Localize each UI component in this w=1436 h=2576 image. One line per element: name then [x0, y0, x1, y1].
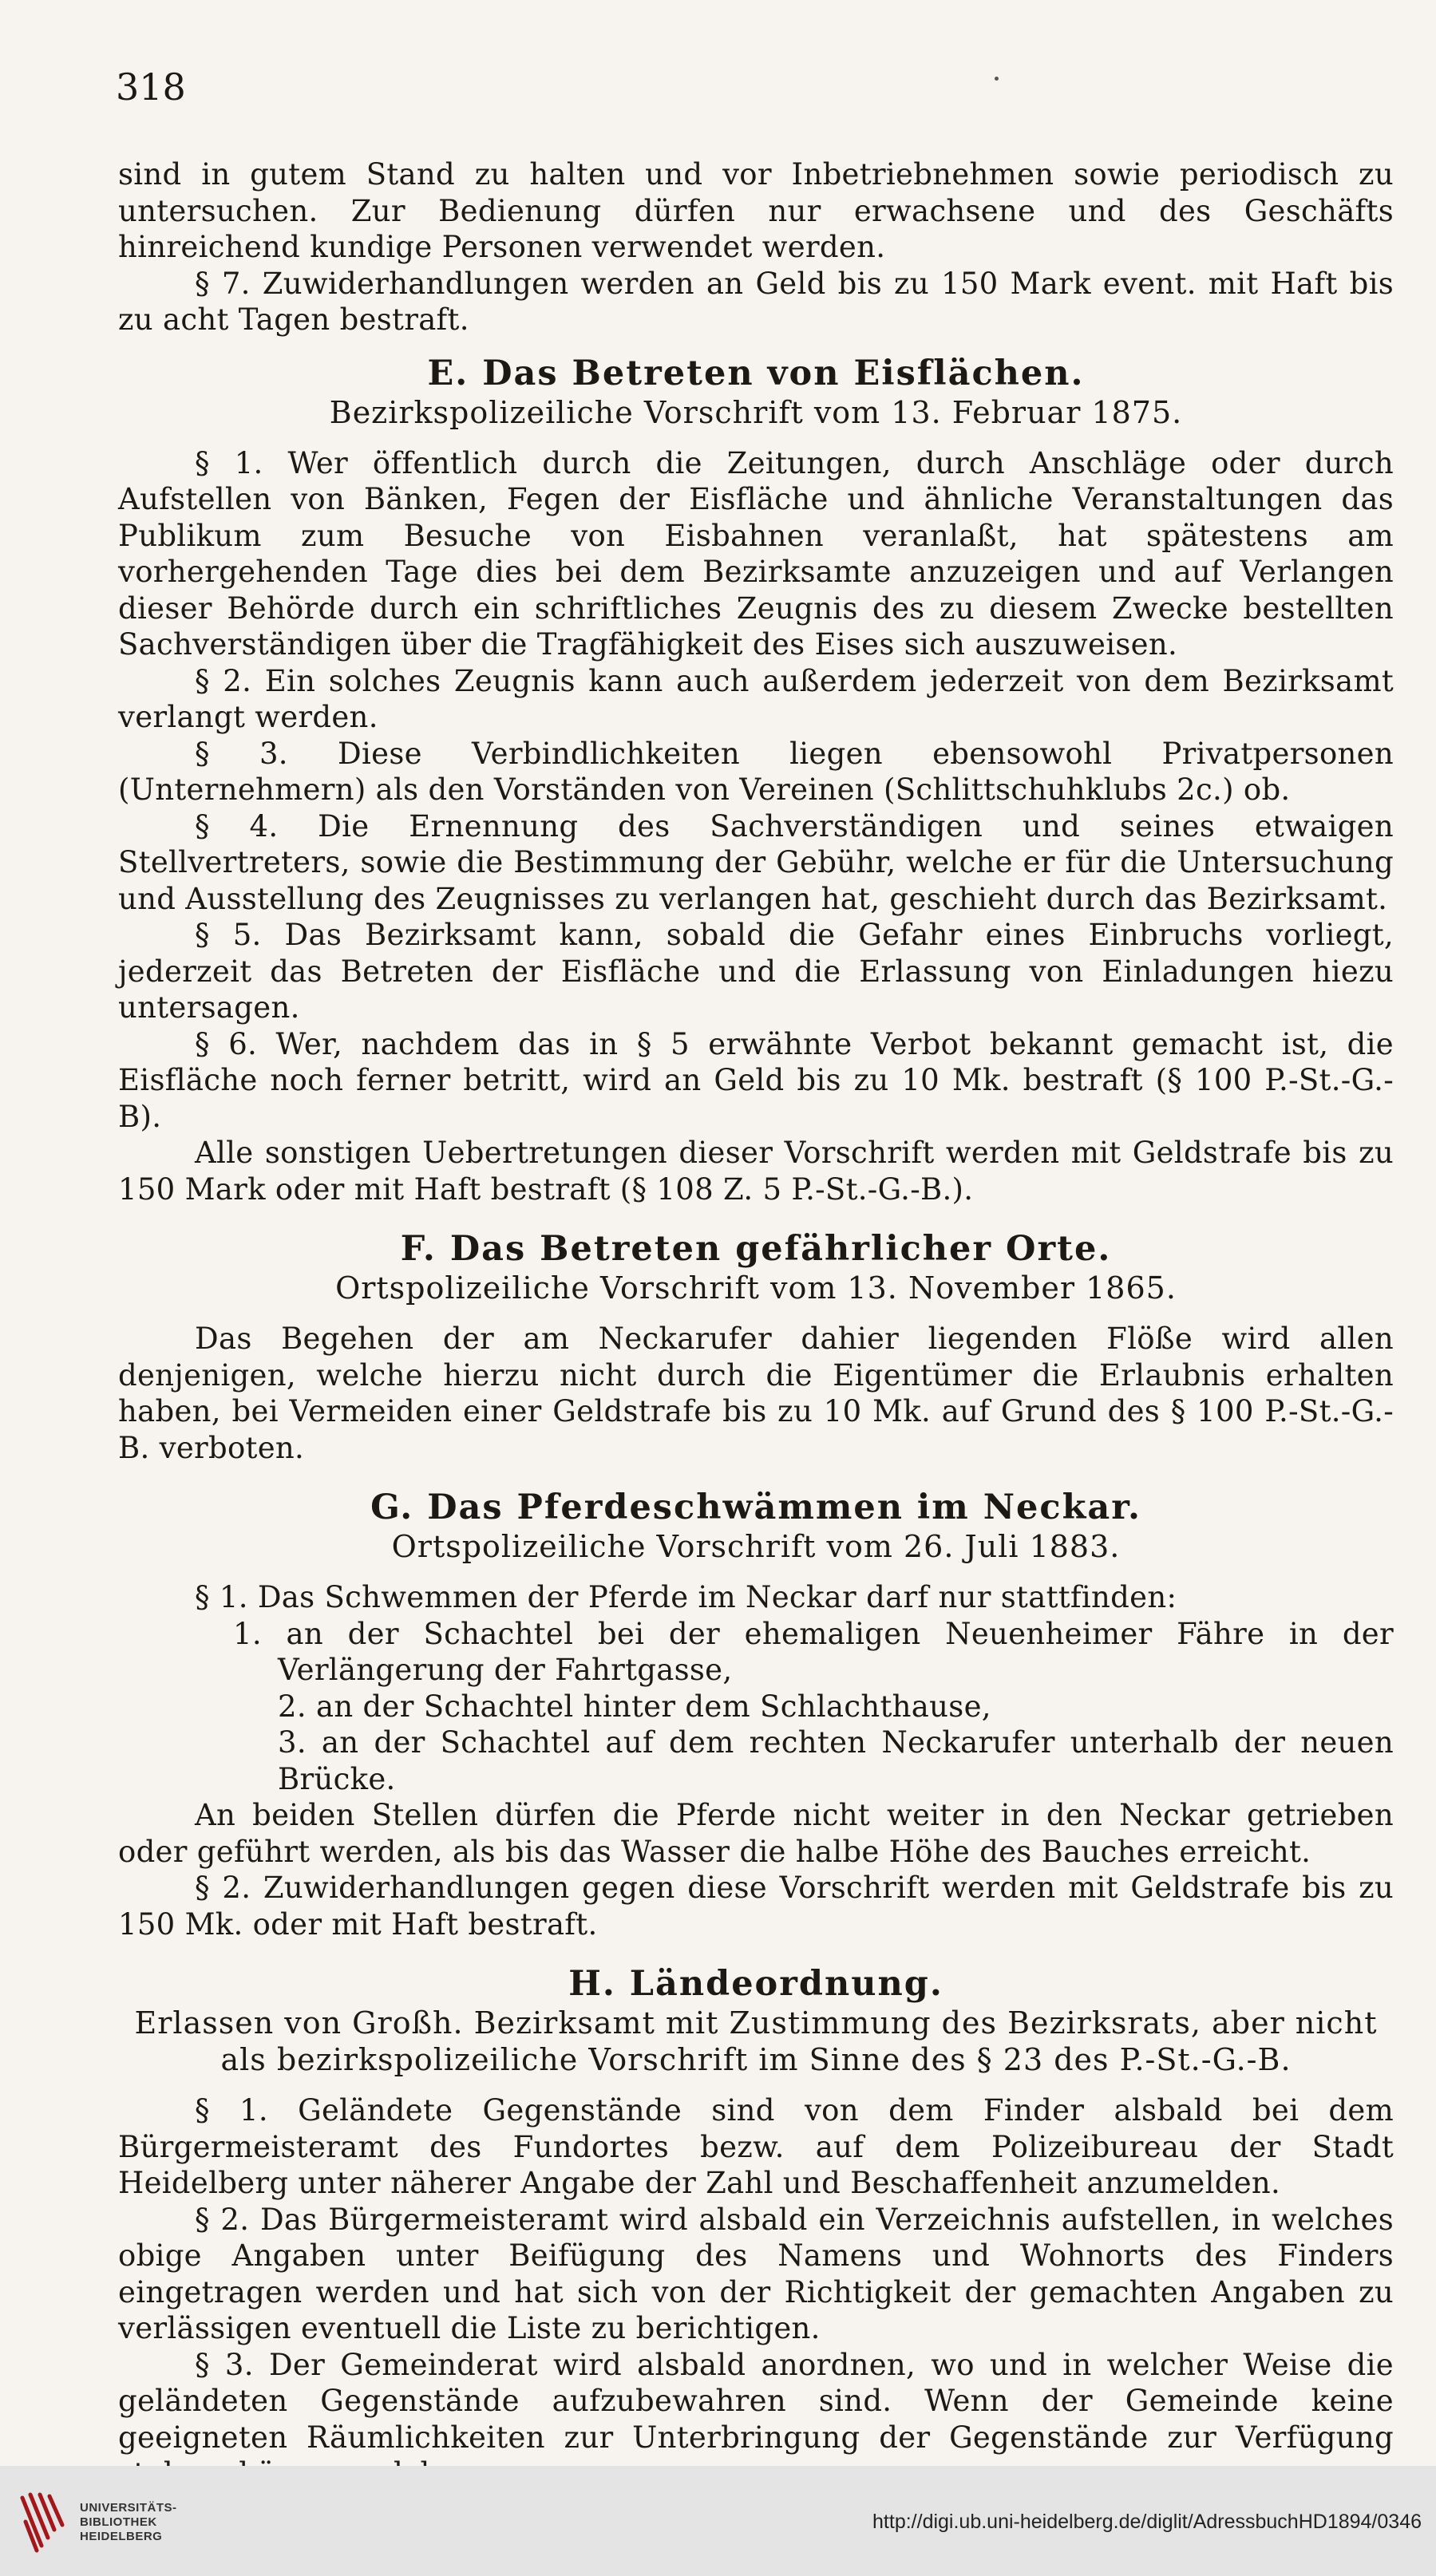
library-name-line-1: UNIVERSITÄTS- — [80, 2501, 177, 2515]
section-heading-g: G. Das Pferdeschwämmen im Neckar. — [370, 1488, 1141, 1527]
paragraph-h-1: § 1. Geländete Gegenstände sind von dem Finder alsbald bei dem Bürgermeisteramt des Fundortes bezw. auf dem Polizeibureau der Stadt Heidelberg unter näherer Angabe der Zahl und Beschaffenheit anzumelden. — [118, 2093, 1394, 2200]
paragraph-f-1: Das Begehen der am Neckarufer dahier liegenden Flöße wird allen denjenigen, welche hierzu nicht durch die Eigentümer die Erlaubnis erhalten haben, bei Vermeiden einer Geldstrafe bis zu 10 Mk. auf Grund des § 100 P.-St.-G.-B. verboten. — [118, 1322, 1394, 1465]
section-heading-e: E. Das Betreten von Eisflächen. — [427, 353, 1085, 393]
section-subtitle-f: Ortspolizeiliche Vorschrift vom 13. November 1865. — [335, 1270, 1177, 1306]
paragraph-section-7: § 7. Zuwiderhandlungen werden an Geld bis zu 150 Mark event. mit Haft bis zu acht Tagen bestraft. — [118, 266, 1394, 337]
library-name-line-2: BIBLIOTHEK — [80, 2515, 157, 2529]
paragraph-h-3: § 3. Der Gemeinderat wird alsbald anordnen, wo und in welcher Weise die geländeten Gegenstände aufzubewahren sind. Wenn der Gemeinde keine geeigneten Räumlichkeiten zur Unterbringung der Gegenstände zur Verfügung — [118, 2347, 1394, 2455]
page-body — [118, 156, 1394, 2492]
page-number: 318 — [116, 65, 186, 109]
library-name-line-3: HEIDELBERG — [80, 2530, 163, 2543]
section-subtitle-e: Bezirkspolizeiliche Vorschrift vom 13. Februar 1875. — [329, 394, 1183, 430]
paragraph-e-7: Alle sonstigen Uebertretungen dieser Vorschrift werden mit Geldstrafe bis zu 150 Mark oder mit Haft bestraft (§ 108 Z. 5 P.-St.-G.-B.). — [118, 1136, 1394, 1207]
digitization-footer — [0, 2466, 1436, 2576]
paragraph-e-6: § 6. Wer, nachdem das in § 5 erwähnte Verbot bekannt gemacht ist, die Eisfläche noch ferner betritt, wird an Geld bis zu 10 Mk. bestraft (§ 100 P.-St.-G.-B). — [118, 1026, 1394, 1134]
list-item-g-3: 3. an der Schachtel auf dem rechten Neckarufer unterhalb der neuen Brücke. — [278, 1725, 1394, 1796]
paragraph-e-5: § 5. Das Bezirksamt kann, sobald die Gefahr eines Einbruchs vorliegt, jederzeit das Betreten der Eisfläche und die Erlassung von Einladungen hiezu untersagen. — [118, 918, 1394, 1025]
section-subtitle-h: Erlassen von Großh. Bezirksamt mit Zustimmung des Bezirksrats, aber nicht als bezirkspolizeiliche Vorschrift im Sinne des § 23 des P.-St.-G.-B. — [134, 2005, 1378, 2077]
paragraph-continued: sind in gutem Stand zu halten und vor Inbetriebnehmen sowie periodisch zu untersuchen. Zur Bedienung dürfen nur erwachsene und des Geschäfts hinreichend kundige Personen verwendet werden. — [118, 157, 1394, 264]
ub-heidelberg-logo-icon — [18, 2490, 69, 2554]
paragraph-e-1: § 1. Wer öffentlich durch die Zeitungen, durch Anschläge oder durch Aufstellen von Bänken, Fegen der Eisfläche und ähnliche Veranstaltungen das Publikum zum Besuche von Eisbahnen veranlaßt, hat spätestens am vorhergehenden Tage dies bei dem Bezirksamte anzuzeigen und auf Verlangen dieser Behörde durch ein schriftliches Zeugnis des zu diesem Zwecke bestellten Sachverständigen über die Tragfähigkeit des Eises sich auszuweisen. — [118, 445, 1394, 662]
paragraph-g-2: An beiden Stellen dürfen die Pferde nicht weiter in den Neckar getrieben oder geführt werden, als bis das Wasser die halbe Höhe des Bauches erreicht. — [118, 1798, 1394, 1869]
paragraph-g-1: § 1. Das Schwemmen der Pferde im Neckar darf nur stattfinden: — [195, 1580, 1177, 1614]
scan-speck — [995, 77, 999, 81]
section-subtitle-g: Ortspolizeiliche Vorschrift vom 26. Juli 1883. — [391, 1529, 1121, 1564]
paragraph-h-2: § 2. Das Bürgermeisteramt wird alsbald ein Verzeichnis aufstellen, in welches obige Angaben unter Beifügung des Namens und Wohnorts des Finders eingetragen werden und hat sich von der Richtigkeit der gemachten Angaben zu verlässigen eventuell die Liste zu berichtigen. — [118, 2202, 1394, 2345]
section-heading-f: F. Das Betreten gefährlicher Orte. — [400, 1229, 1112, 1269]
section-heading-h: H. Ländeordnung. — [568, 1964, 943, 2004]
library-name — [80, 2501, 177, 2544]
paragraph-g-3: § 2. Zuwiderhandlungen gegen diese Vorschrift werden mit Geldstrafe bis zu 150 Mk. oder mit Haft bestraft. — [118, 1871, 1394, 1942]
list-item-g-1: 1. an der Schachtel bei der ehemaligen Neuenheimer Fähre in der Verlängerung der Fahrtgasse, — [233, 1616, 1394, 1687]
source-url: http://digi.ub.uni-heidelberg.de/diglit/AdressbuchHD1894/0346 — [872, 2511, 1422, 2533]
paragraph-e-2: § 2. Ein solches Zeugnis kann auch außerdem jederzeit von dem Bezirksamt verlangt werden. — [118, 663, 1394, 734]
paragraph-e-4: § 4. Die Ernennung des Sachverständigen und seines etwaigen Stellvertreters, sowie die Bestimmung der Gebühr, welche er für die Untersuchung und Ausstellung des Zeugnisses zu verlangen hat, geschieht durch das Bezirksamt. — [118, 808, 1394, 916]
paragraph-e-3: § 3. Diese Verbindlichkeiten liegen ebensowohl Privatpersonen (Unternehmern) als den Vorständen von Vereinen (Schlittschuhklubs 2c.) ob. — [118, 736, 1394, 807]
list-item-g-2: 2. an der Schachtel hinter dem Schlachthause, — [278, 1689, 991, 1724]
